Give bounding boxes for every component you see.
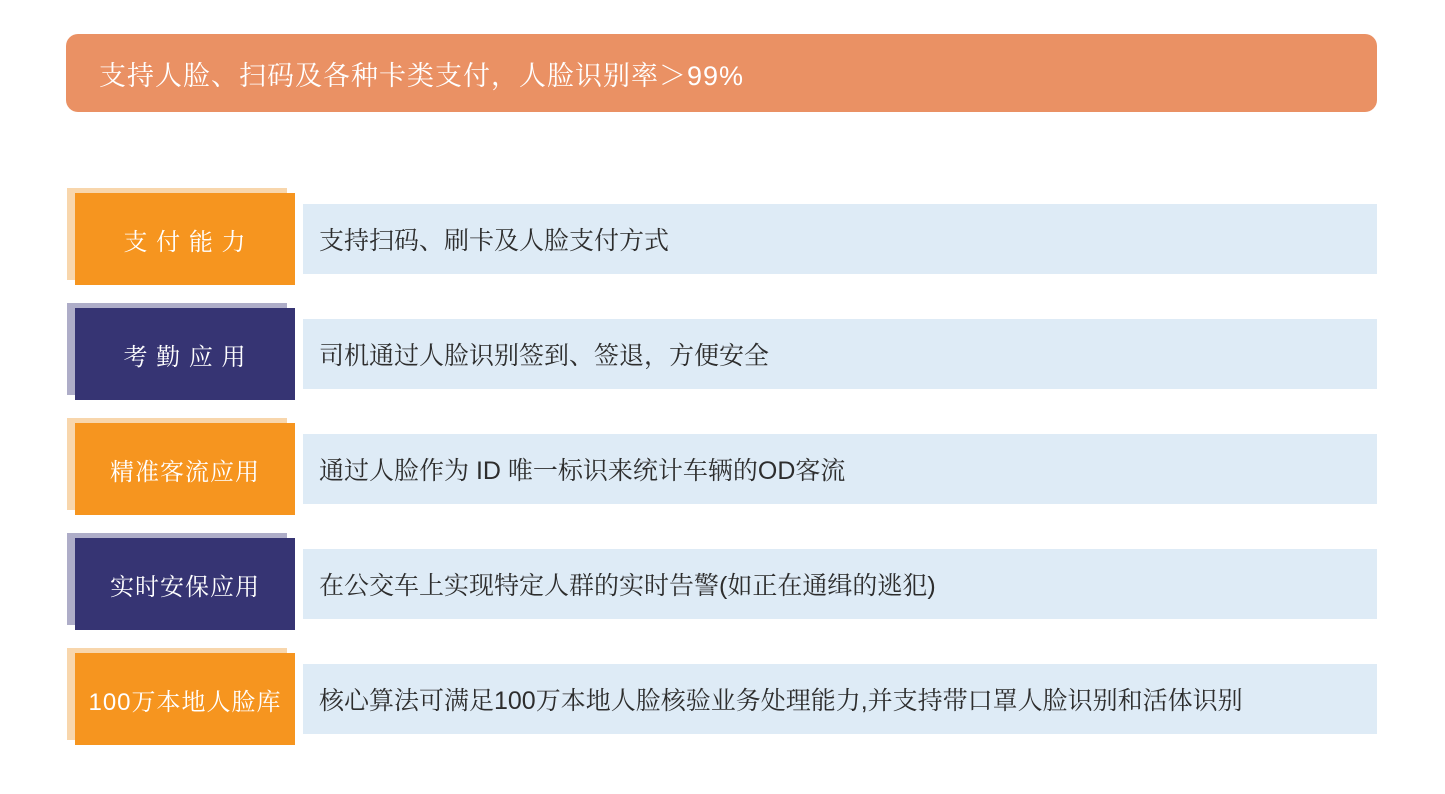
- feature-description: 司机通过人脸识别签到、签退，方便安全: [319, 342, 770, 370]
- feature-row-security: [75, 538, 1377, 630]
- feature-row-face-database: [75, 653, 1377, 745]
- feature-description: 在公交车上实现特定人群的实时告警(如正在通缉的逃犯): [319, 572, 936, 600]
- feature-description-bar: [303, 319, 1377, 389]
- feature-row-passenger-flow: [75, 423, 1377, 515]
- label-plate: [75, 538, 295, 630]
- label-plate: [75, 653, 295, 745]
- feature-description: 核心算法可满足100万本地人脸核验业务处理能力,并支持带口罩人脸识别和活体识别: [319, 687, 1243, 715]
- feature-description-bar: [303, 549, 1377, 619]
- feature-label-box: [75, 538, 295, 630]
- label-plate: [75, 308, 295, 400]
- feature-row-attendance: [75, 308, 1377, 400]
- headline-banner: [66, 34, 1377, 112]
- feature-label: 支 付 能 力: [123, 228, 247, 256]
- feature-label-box: [75, 653, 295, 745]
- feature-label-box: [75, 423, 295, 515]
- feature-description: 通过人脸作为 ID 唯一标识来统计车辆的OD客流: [319, 457, 846, 485]
- feature-row-payment: [75, 193, 1377, 285]
- feature-label-box: [75, 308, 295, 400]
- feature-description-bar: [303, 664, 1377, 734]
- headline-text: 支持人脸、扫码及各种卡类支付，人脸识别率＞99%: [99, 60, 745, 91]
- feature-label: 精准客流应用: [110, 458, 260, 486]
- feature-description: 支持扫码、刷卡及人脸支付方式: [319, 227, 670, 255]
- feature-description-bar: [303, 204, 1377, 274]
- label-plate: [75, 423, 295, 515]
- feature-label: 100万本地人脸库: [88, 688, 282, 716]
- feature-label-box: [75, 193, 295, 285]
- feature-label: 考 勤 应 用: [123, 343, 247, 371]
- label-plate: [75, 193, 295, 285]
- feature-description-bar: [303, 434, 1377, 504]
- feature-label: 实时安保应用: [110, 573, 260, 601]
